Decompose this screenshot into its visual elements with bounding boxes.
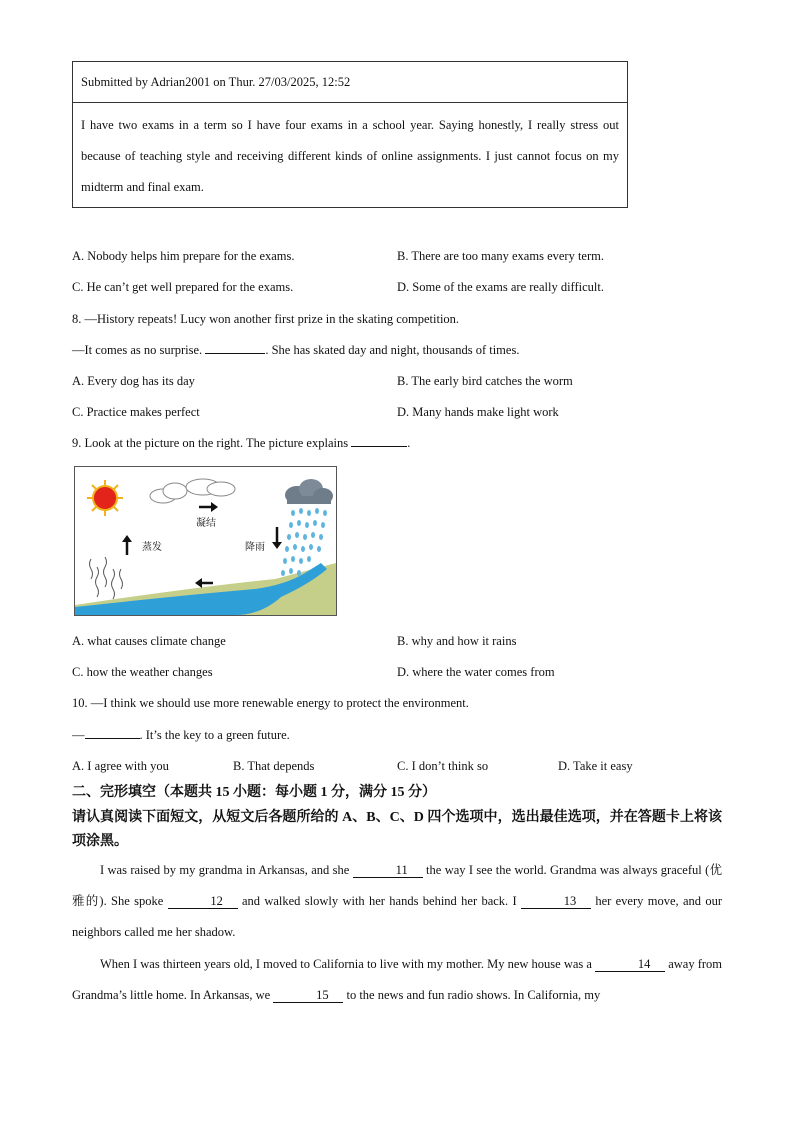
passage-paragraph-2 <box>72 949 722 1011</box>
blank-11[interactable]: 11 <box>353 864 423 878</box>
blank-15[interactable]: 15 <box>273 989 343 1003</box>
q8-response <box>72 342 519 358</box>
rain-label: 降雨 <box>245 542 265 553</box>
q9-blank[interactable] <box>351 446 407 447</box>
section-title: 二、完形填空（本题共 15 小题：每小题 1 分，满分 15 分） <box>72 785 436 800</box>
blank-13[interactable]: 13 <box>521 895 591 909</box>
q7-option-d[interactable]: D. Some of the exams are really difficult. <box>397 280 604 294</box>
p1-text-a: I was raised by my grandma in Arkansas, and she <box>100 863 353 877</box>
blank-14[interactable]: 14 <box>595 958 665 972</box>
q10-response-end: . It’s the key to a green future. <box>139 728 290 742</box>
condense-label: 凝结 <box>196 518 216 529</box>
q9-question-dot: . <box>407 436 411 450</box>
q7-option-a[interactable]: A. Nobody helps him prepare for the exams. <box>72 249 295 263</box>
q8-blank[interactable] <box>205 353 265 354</box>
q8-question: 8. —History repeats! Lucy won another first prize in the skating competition. <box>72 312 460 326</box>
q7-option-c[interactable]: C. He can’t get well prepared for the exams. <box>72 280 294 294</box>
q7-option-b[interactable]: B. There are too many exams every term. <box>397 249 604 263</box>
p1-text-c: and walked slowly with her hands behind her back. I <box>237 894 521 908</box>
passage-paragraph-1 <box>72 855 722 948</box>
q10-option-d[interactable]: D. Take it easy <box>558 759 633 773</box>
sun-icon <box>87 480 123 516</box>
p1-text-b: the way I see the world. Grandma was always graceful (优雅的). She spoke <box>72 863 722 908</box>
q10-option-a[interactable]: A. I agree with you <box>72 759 169 773</box>
evaporate-label: 蒸发 <box>142 542 162 553</box>
blank-12[interactable]: 12 <box>168 895 238 909</box>
q9-option-a[interactable]: A. what causes climate change <box>72 634 226 648</box>
p2-text-a: When I was thirteen years old, I moved to California to live with my mother. My new house was a <box>100 957 596 971</box>
q10-option-c[interactable]: C. I don’t think so <box>397 759 489 773</box>
q9-question <box>72 435 410 451</box>
p2-text-b: away from Grandma’s little home. In Arkansas, we <box>72 957 723 1002</box>
p1-text-d: her every move, and our neighbors called me her shadow. <box>72 894 722 939</box>
q9-question-text: 9. Look at the picture on the right. The picture explains <box>72 436 352 450</box>
q9-option-d[interactable]: D. where the water comes from <box>397 665 555 679</box>
q10-blank[interactable] <box>85 738 140 739</box>
q8-response-end: . She has skated day and night, thousands of times. <box>265 343 520 357</box>
p2-text-c: to the news and fun radio shows. In California, my <box>343 988 601 1002</box>
q8-option-c[interactable]: C. Practice makes perfect <box>72 405 200 419</box>
q10-question: 10. —I think we should use more renewable energy to protect the environment. <box>72 696 469 710</box>
q9-option-b[interactable]: B. why and how it rains <box>397 634 517 648</box>
q10-response-start: — <box>72 728 85 742</box>
q8-option-d[interactable]: D. Many hands make light work <box>397 405 559 419</box>
q10-response <box>72 727 290 743</box>
q10-option-b[interactable]: B. That depends <box>233 759 315 773</box>
section-instruction: 请认真阅读下面短文，从短文后各题所给的 A、B、C、D 四个选项中，选出最佳选项，并在答题卡上将该项涂黑。 <box>72 810 722 849</box>
post-header: Submitted by Adrian2001 on Thur. 27/03/2025, 12:52 <box>73 62 627 103</box>
q8-option-b[interactable]: B. The early bird catches the worm <box>397 374 573 388</box>
q9-option-c[interactable]: C. how the weather changes <box>72 665 213 679</box>
water-cycle-figure <box>74 466 337 616</box>
q8-option-a[interactable]: A. Every dog has its day <box>72 374 195 388</box>
forum-post-box <box>72 61 628 208</box>
q8-response-start: —It comes as no surprise. <box>72 343 206 357</box>
post-body: I have two exams in a term so I have four exams in a school year. Saying honestly, I really stress out because of teaching style and receiving different kinds of online assignments. I just cannot focus on my midterm and final exam. <box>81 118 619 194</box>
